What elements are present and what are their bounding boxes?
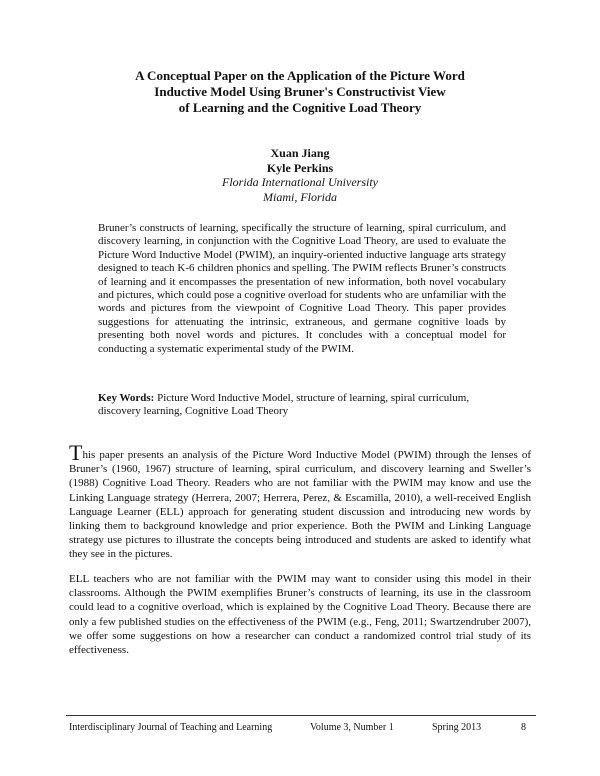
page-number: 8 <box>521 722 526 733</box>
title-line: A Conceptual Paper on the Application of the Picture Word <box>135 68 465 83</box>
footer-divider <box>66 715 536 716</box>
body-paragraph-1 <box>69 440 531 562</box>
affiliation-location: Miami, Florida <box>263 189 337 204</box>
title-line: of Learning and the Cognitive Load Theory <box>178 100 422 115</box>
keywords-text: Picture Word Inductive Model, structure of learning, spiral curriculum, discovery learning, Cognitive Load Theory <box>98 392 470 418</box>
footer-journal: Interdisciplinary Journal of Teaching and Learning <box>69 722 273 733</box>
keywords-label: Key Words: <box>98 392 155 404</box>
title-line: Inductive Model Using Bruner's Constructivist View <box>154 84 446 99</box>
abstract: Bruner’s constructs of learning, specifically the structure of learning, spiral curriculum, and discovery learning, in conjunction with the Cognitive Load Theory, are used to evaluate the Picture Word Inductive Model (PWIM), an inquiry-oriented inductive language arts strategy designed to teach K-6 children phonics and spelling. The PWIM reflects Bruner’s constructs of learning and it encompasses the presentation of new information, both novel vocabulary and pictures, which could pose a cognitive overload for students who are unfamiliar with the words and pictures from the viewpoint of Cognitive Load Theory. This paper provides suggestions for attenuating the intrinsic, extraneous, and germane cognitive loads by presenting both novel words and pictures. It concludes with a conceptual model for conducting a systematic experimental study of the PWIM. <box>98 222 506 355</box>
footer-volume: Volume 3, Number 1 <box>310 722 394 733</box>
affiliation-university: Florida International University <box>222 175 378 189</box>
drop-cap: T <box>69 440 83 465</box>
paper-title <box>60 68 540 116</box>
author-name: Kyle Perkins <box>266 160 334 175</box>
author-block <box>60 146 540 204</box>
keywords <box>98 392 506 419</box>
paragraph-text: his paper presents an analysis of the Picture Word Inductive Model (PWIM) through the lenses of Bruner’s (1960, 1967) structure of learning, spiral curriculum, and discovery learning and Sweller’s (1988) Cognitive Load Theory. Readers who are not familiar with the PWIM may know and use the Linking Language strategy (Herrera, 2007; Herrera, Perez, & Escamilla, 2010), a well-received English Language Learner (ELL) approach for generating student discussion and introducing new words by linking them to background knowledge and prior experience. Both the PWIM and Linking Language strategy use pictures to illustrate the concepts being introduced and students are asked to identify what they see in the pictures. <box>69 449 531 561</box>
author-name: Xuan Jiang <box>270 146 330 160</box>
body-paragraph-2: ELL teachers who are not familiar with the PWIM may want to consider using this model in their classrooms. Although the PWIM exemplifies Bruner’s constructs of learning, its use in the classroom could lead to a cognitive overload, which is explained by the Cognitive Load Theory. Because there are only a few published studies on the effectiveness of the PWIM (e.g., Feng, 2011; Swartzendruber 2007), we offer some suggestions on how a researcher can conduct a randomized control trial study of its effectiveness. <box>69 573 531 657</box>
footer-date: Spring 2013 <box>432 722 482 733</box>
